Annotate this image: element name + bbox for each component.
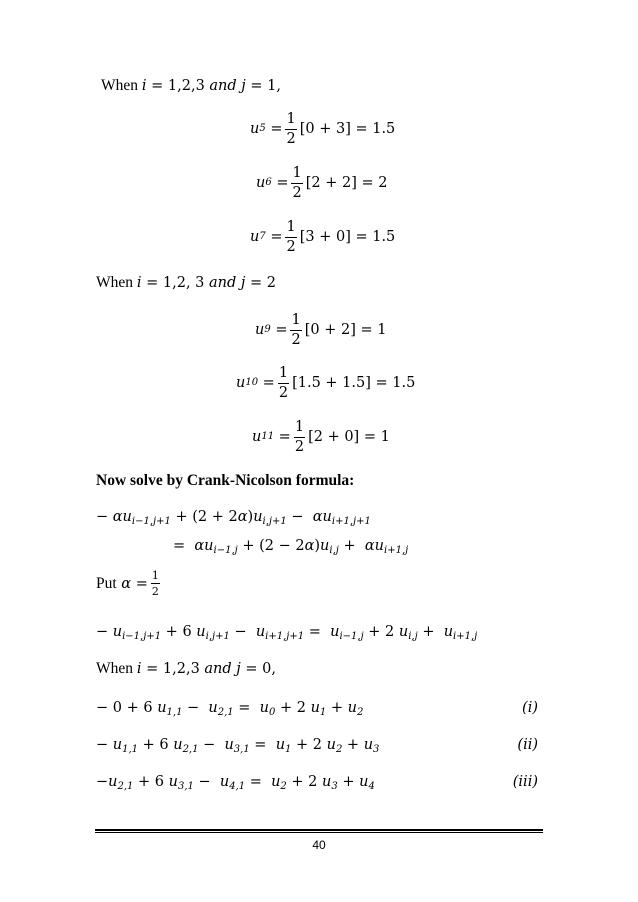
equation-tag-ii: (ii) <box>517 737 538 753</box>
fraction: $\frac{1}{2}$ <box>291 312 301 348</box>
equation-u10: u 10 = $\frac{1}{2}$ [1.5 + 1.5] = 1.5 <box>236 365 416 401</box>
equation-ii: − $u_{1,1} + 6$ $u_{2,1} - u_{3,1} = u_1 + 2$ $u_2 + u_3$ <box>96 737 380 755</box>
fraction: $\frac{1}{2}$ <box>286 111 296 147</box>
fraction: $\frac{1}{2}$ <box>292 165 302 201</box>
equation-i: − 0 + 6 $u_{1,1} - u_{2,1} = u_0 + 2$ $u_1 + u_2$ <box>96 700 364 718</box>
equation-tag-i: (i) <box>522 700 538 716</box>
equation-iii: $-u_{2,1} + 6$ $u_{3,1} - u_{4,1} = u_2 + 2$ $u_3 + u_4$ <box>96 774 375 792</box>
page-number: 40 <box>312 838 326 852</box>
footer-rule-thin <box>95 832 543 833</box>
when-label: When <box>101 77 139 94</box>
equation-u5: u 5 = $\frac{1}{2}$ [0 + 3] = 1.5 <box>250 111 396 147</box>
condition-math: i = 1,2, 3 and j = 2 <box>136 275 276 291</box>
equation-u11: u 11 = $\frac{1}{2}$ [2 + 0] = 1 <box>252 419 390 455</box>
fraction: $\frac{1}{2}$ <box>278 365 289 401</box>
condition-line-j0 <box>96 660 276 678</box>
fraction: $\frac{1}{2}$ <box>294 419 305 455</box>
equation-u7: u 7 = $\frac{1}{2}$ [3 + 0] = 1.5 <box>250 219 396 255</box>
equation-tag-iii: (iii) <box>512 774 538 790</box>
condition-math: i = 1,2,3 and j = 0, <box>136 661 276 677</box>
formula-line-1: − $\alpha u_{i-1,j+1} + (2 + 2\alpha)u_{i,j+1} - \alpha u_{i+1,j+1}$ <box>96 509 371 527</box>
condition-math: i = 1,2,3 and j = 1, <box>141 78 281 94</box>
when-label: When <box>96 660 134 677</box>
put-alpha-line: Put α = $\frac{1}{2}$ <box>96 569 159 598</box>
footer-rule <box>95 829 543 831</box>
condition-line-j2 <box>96 274 276 292</box>
condition-line-j1 <box>101 77 281 95</box>
simplified-formula: − $u_{i-1,j+1} + 6$ $u_{i,j+1} - u_{i+1,j+1} = u_{i-1,j} + 2$ $u_{i,j} + u_{i+1,j}$ <box>96 624 478 642</box>
section-heading: Now solve by Crank-Nicolson formula: <box>96 472 355 489</box>
fraction: $\frac{1}{2}$ <box>151 569 159 598</box>
equation-u9: u 9 = $\frac{1}{2}$ [0 + 2] = 1 <box>255 312 387 348</box>
fraction: $\frac{1}{2}$ <box>286 219 296 255</box>
when-label: When <box>96 274 134 291</box>
equation-u6: u 6 = $\frac{1}{2}$ [2 + 2] = 2 <box>256 165 388 201</box>
formula-line-2: = $\alpha u_{i-1,j} + (2 - 2\alpha)u_{i,j} + \alpha u_{i+1,j}$ <box>173 538 409 556</box>
